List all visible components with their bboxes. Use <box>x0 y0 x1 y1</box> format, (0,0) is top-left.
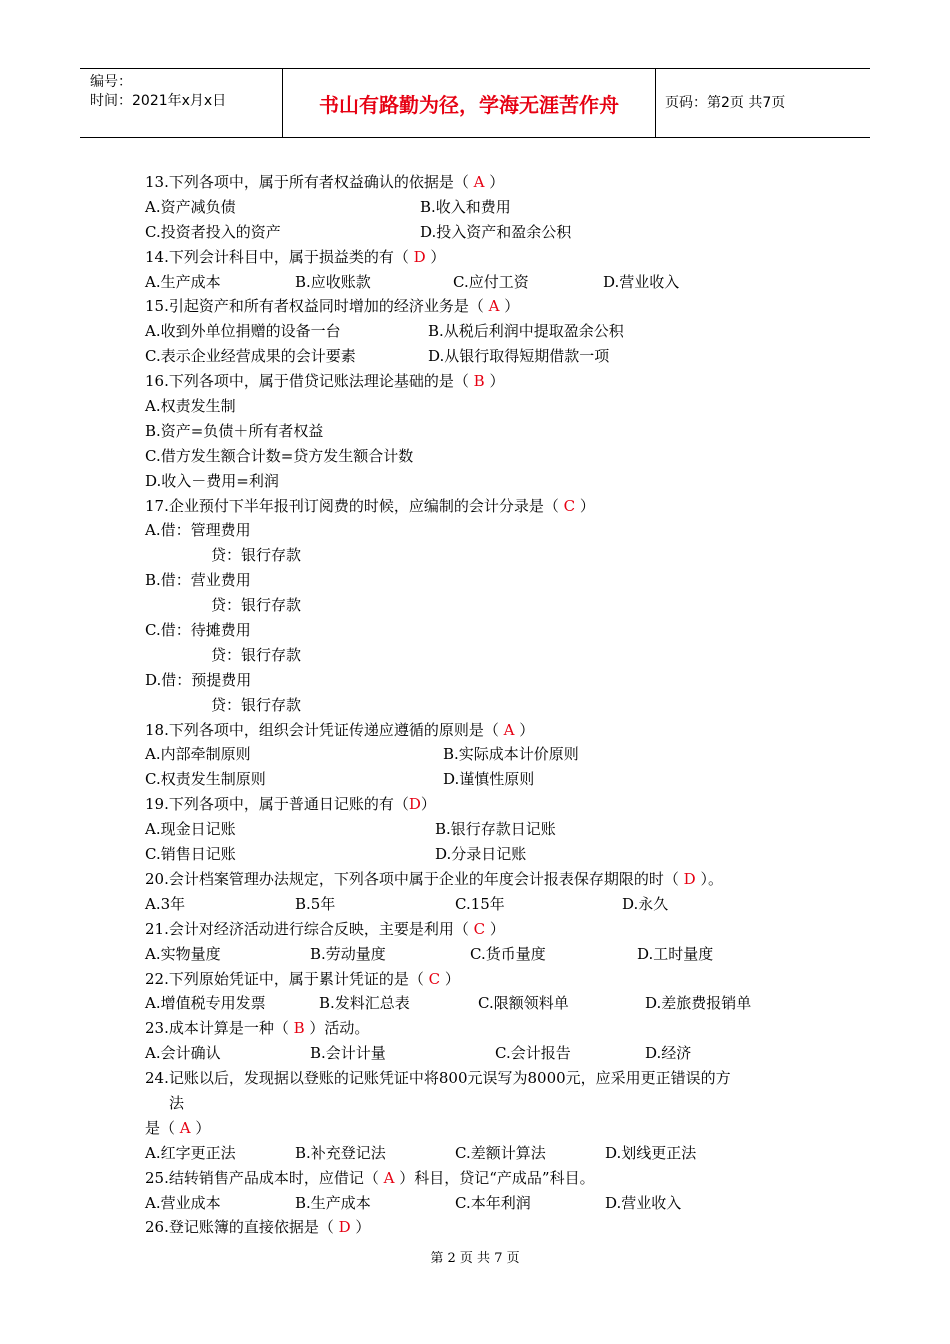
question-text: ） <box>350 1218 371 1237</box>
question-text: ） <box>485 919 505 938</box>
answer-option: B.实际成本计价原则 <box>443 745 579 764</box>
text-line: 24.记账以后，发现据以登账的记账凭证中将800元误写为8000元，应采用更正错误的方 <box>145 1069 731 1088</box>
options-row <box>145 319 825 344</box>
answer-option: D.工时量度 <box>637 944 714 963</box>
question-text: 22.下列原始凭证中，属于累计凭证的是（ <box>145 969 429 988</box>
answer-key: A <box>179 1118 191 1137</box>
header-divider <box>655 69 656 137</box>
question-text: ） <box>484 173 505 191</box>
question-text: 17.企业预付下半年报刊订阅费的时候，应编制的会计分录是（ <box>145 496 564 515</box>
question-stem <box>145 1166 825 1191</box>
answer-key: C <box>428 969 441 988</box>
answer-option: D.差旅费报销单 <box>645 994 752 1013</box>
header-page-label: 页码：第2页 共7页 <box>665 95 786 111</box>
answer-key: C <box>563 496 576 515</box>
options-row <box>145 817 825 842</box>
question-stem <box>145 867 825 892</box>
answer-option: C.本年利润 <box>455 1193 531 1212</box>
answer-option: D.营业收入 <box>603 272 680 291</box>
answer-option: C.会计报告 <box>495 1044 571 1063</box>
question-text: 25.结转销售产品成本时，应借记（ <box>145 1168 384 1187</box>
header-motto: 书山有路勤为径，学海无涯苦作舟 <box>319 93 619 117</box>
question-text: 18.下列各项中，组织会计凭证传递应遵循的原则是（ <box>145 720 504 739</box>
text-line: C.借：待摊费用 <box>145 621 251 640</box>
question-text: 16.下列各项中，属于借贷记账法理论基础的是（ <box>145 372 474 391</box>
options-row <box>145 991 825 1016</box>
answer-option: C.限额领料单 <box>478 994 569 1013</box>
options-row <box>145 1041 825 1066</box>
answer-option: D.永久 <box>622 894 669 913</box>
answer-option: B.应收账款 <box>295 272 371 291</box>
page-footer: 第 2 页 共 7 页 <box>430 1251 520 1266</box>
answer-option: C.投资者投入的资产 <box>145 222 281 241</box>
text-line: 贷：银行存款 <box>211 645 302 664</box>
answer-key: D <box>408 795 421 814</box>
answer-option: D.谨慎性原则 <box>443 770 535 789</box>
answer-option: A.资产减负债 <box>145 197 236 216</box>
answer-key: D <box>338 1218 351 1237</box>
answer-key: A <box>473 173 485 191</box>
answer-option: B.会计计量 <box>310 1044 386 1063</box>
question-text: ） <box>425 247 446 266</box>
answer-option: D.投入资产和盈余公积 <box>420 222 572 241</box>
answer-option: A.营业成本 <box>145 1193 221 1212</box>
text-line: A.借：管理费用 <box>145 521 251 540</box>
options-row <box>145 842 825 867</box>
options-row <box>145 767 825 792</box>
answer-option: C.权责发生制原则 <box>145 770 266 789</box>
answer-option: A.会计确认 <box>145 1044 221 1063</box>
answer-key: B <box>473 372 485 391</box>
answer-key: D <box>413 247 426 266</box>
answer-option: A.增值税专用发票 <box>145 994 266 1013</box>
answer-option: B.劳动量度 <box>310 944 386 963</box>
question-text: 19.下列各项中，属于普通日记账的有（ <box>145 795 409 814</box>
question-text: ）科目，贷记“产成品”科目。 <box>394 1168 595 1187</box>
question-text: 13.下列各项中，属于所有者权益确认的依据是（ <box>145 173 474 191</box>
question-stem <box>145 369 825 394</box>
question-text: 是（ <box>145 1118 180 1137</box>
answer-option: A.收到外单位捐赠的设备一台 <box>145 322 341 341</box>
question-text: 15.引起资产和所有者权益同时增加的经济业务是（ <box>145 297 489 316</box>
question-text: 21.会计对经济活动进行综合反映，主要是利用（ <box>145 919 474 938</box>
question-stem <box>145 494 825 519</box>
text-line: 贷：银行存款 <box>211 596 302 615</box>
question-text: ） <box>514 720 535 739</box>
question-text: ）。 <box>695 869 723 888</box>
text-line: B.资产=负债＋所有者权益 <box>145 421 324 440</box>
question-stem <box>145 967 825 992</box>
answer-option: B.补充登记法 <box>295 1143 386 1162</box>
answer-key: C <box>473 919 486 938</box>
question-text: ） <box>190 1118 211 1137</box>
text-line: C.借方发生额合计数=贷方发生额合计数 <box>145 446 414 465</box>
answer-option: A.现金日记账 <box>145 820 236 839</box>
question-text: ） <box>575 496 595 515</box>
question-text: 26.登记账簿的直接依据是（ <box>145 1218 339 1237</box>
answer-option: D.从银行取得短期借款一项 <box>428 347 610 366</box>
answer-option: A.实物量度 <box>145 944 221 963</box>
question-stem <box>145 792 825 817</box>
text-line: D.借：预提费用 <box>145 670 252 689</box>
options-row <box>145 220 825 245</box>
text-line: B.借：营业费用 <box>145 571 251 590</box>
answer-option: D.分录日记账 <box>435 845 527 864</box>
options-row <box>145 942 825 967</box>
answer-option: C.销售日记账 <box>145 845 236 864</box>
answer-option: C.表示企业经营成果的会计要素 <box>145 347 356 366</box>
answer-option: A.内部牵制原则 <box>145 745 251 764</box>
answer-option: A.红字更正法 <box>145 1143 236 1162</box>
question-stem <box>145 1116 825 1141</box>
answer-option: C.15年 <box>455 894 505 913</box>
question-stem <box>145 1215 825 1240</box>
text-line: A.权责发生制 <box>145 397 236 416</box>
document-date-label: 时间：2021年x月x日 <box>90 93 227 109</box>
answer-option: A.3年 <box>145 894 186 913</box>
answer-option: B.收入和费用 <box>420 197 511 216</box>
question-text: 14.下列会计科目中，属于损益类的有（ <box>145 247 414 266</box>
answer-key: A <box>383 1168 395 1187</box>
options-row <box>145 270 825 295</box>
answer-option: B.银行存款日记账 <box>435 820 556 839</box>
question-text: 23.成本计算是一种（ <box>145 1019 294 1038</box>
question-text: ） <box>499 297 520 316</box>
options-row <box>145 1191 825 1216</box>
options-row <box>145 195 825 220</box>
question-text: ） <box>484 372 505 391</box>
answer-key: B <box>293 1019 305 1038</box>
answer-key: A <box>488 297 500 316</box>
page-header <box>80 68 870 138</box>
options-row <box>145 742 825 767</box>
answer-option: A.生产成本 <box>145 272 221 291</box>
answer-option: C.应付工资 <box>453 272 529 291</box>
answer-option: B.从税后利润中提取盈余公积 <box>428 322 624 341</box>
options-row <box>145 344 825 369</box>
answer-option: B.5年 <box>295 894 336 913</box>
answer-option: D.营业收入 <box>605 1193 682 1212</box>
answer-option: C.差额计算法 <box>455 1143 546 1162</box>
question-list <box>145 170 825 1240</box>
question-text: ） <box>420 795 436 814</box>
question-text: 20.会计档案管理办法规定，下列各项中属于企业的年度会计报表保存期限的时（ <box>145 869 684 888</box>
question-stem <box>145 718 825 743</box>
header-meta <box>90 73 226 111</box>
options-row <box>145 892 825 917</box>
answer-option: D.划线更正法 <box>605 1143 697 1162</box>
question-stem <box>145 1016 825 1041</box>
answer-option: B.发料汇总表 <box>319 994 410 1013</box>
question-stem <box>145 245 825 270</box>
answer-option: D.经济 <box>645 1044 692 1063</box>
question-stem <box>145 294 825 319</box>
answer-option: C.货币量度 <box>470 944 546 963</box>
question-text: ） <box>440 969 460 988</box>
question-stem <box>145 917 825 942</box>
text-line: 贷：银行存款 <box>211 695 302 714</box>
answer-key: D <box>683 869 696 888</box>
answer-key: A <box>503 720 515 739</box>
options-row <box>145 1141 825 1166</box>
question-text: ）活动。 <box>304 1019 370 1038</box>
answer-option: B.生产成本 <box>295 1193 371 1212</box>
text-line: 贷：银行存款 <box>211 546 302 565</box>
question-stem <box>145 170 825 195</box>
text-line: D.收入－费用=利润 <box>145 471 279 490</box>
document-number-label: 编号： <box>90 74 132 90</box>
text-line: 法 <box>169 1093 185 1112</box>
